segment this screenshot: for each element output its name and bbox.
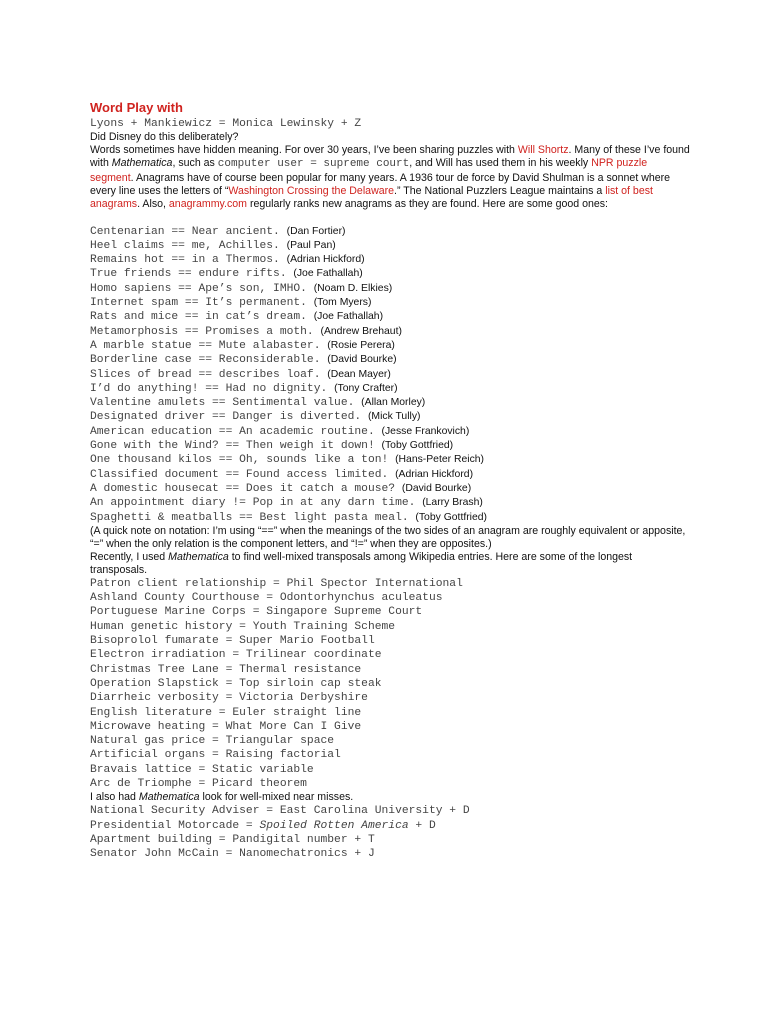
anagram-list [90,225,690,525]
near-misses-intro: I also had Mathematica look for well-mixed near misses. [90,791,354,804]
intro-text-6: .” The National Puzzlers League maintains a [394,184,606,197]
intro-paragraph [90,144,690,210]
transposal-row: Microwave heating = What More Can I Give [90,720,362,733]
anagram-row: Valentine amulets == Sentimental value. (Allan Morley) [90,397,426,410]
link-anagrammy[interactable]: anagrammy.com [168,197,248,210]
near-miss-row: Presidential Motorcade = Spoiled Rotten America + D [90,819,436,832]
anagram-row: Slices of bread == describes loaf. (Dean Mayer) [90,368,391,381]
link-will-shortz[interactable]: Will Shortz [517,144,569,157]
recently-mathematica: Mathematica [168,550,229,563]
anagram-row: Borderline case == Reconsiderable. (David Bourke) [90,354,397,367]
anagram-row: An appointment diary != Pop in at any darn time. (Larry Brash) [90,497,483,510]
transposal-row: Electron irradiation = Trilinear coordinate [90,649,382,662]
transposal-row: Human genetic history = Youth Training Scheme [90,620,396,633]
transposal-row: Diarrheic verbosity = Victoria Derbyshire [90,692,368,705]
intro-text-7: . Also, [137,197,169,210]
anagram-row: Homo sapiens == Ape’s son, IMHO. (Noam D. Elkies) [90,282,393,295]
transposal-row: Operation Slapstick = Top sirloin cap steak [90,677,382,690]
anagram-row: Classified document == Found access limited. (Adrian Hickford) [90,468,474,481]
anagram-row: Metamorphosis == Promises a moth. (Andrew Brehaut) [90,325,402,338]
article [90,100,690,861]
intro-text-1: Words sometimes have hidden meaning. For over 30 years, I’ve been sharing puzzles with [90,144,518,157]
intro-text-3: , such as [172,157,218,170]
transposal-row: English literature = Euler straight line [90,706,362,719]
transposal-row: Natural gas price = Triangular space [90,735,335,748]
transposal-row: Christmas Tree Lane = Thermal resistance [90,663,362,676]
intro-code: computer user = supreme court [217,158,410,171]
anagram-row: True friends == endure rifts. (Joe Fathallah) [90,268,363,281]
anagram-row: I’d do anything! == Had no dignity. (Tony Crafter) [90,382,398,395]
transposal-row: Arc de Triomphe = Picard theorem [90,777,307,790]
anagram-row: Centenarian == Near ancient. (Dan Fortier) [90,225,346,238]
transposal-list [90,577,690,791]
anagram-row: Rats and mice == in cat’s dream. (Joe Fathallah) [90,311,384,324]
near-miss-row: Apartment building = Pandigital number + T [90,833,375,846]
intro-text-8: regularly ranks new anagrams as they are found. Here are some good ones: [247,197,608,210]
transposal-row: Bravais lattice = Static variable [90,763,314,776]
intro-mathematica: Mathematica [111,157,173,170]
anagram-row: Heel claims == me, Achilles. (Paul Pan) [90,239,336,252]
near-misses-mathematica: Mathematica [138,791,200,804]
anagram-row: American education == An academic routine. (Jesse Frankovich) [90,425,470,438]
transposal-row: Ashland County Courthouse = Odontorhynchus aculeatus [90,592,443,605]
recently-paragraph: Recently, I used Mathematica to find well-mixed transposals among Wikipedia entries. Here are some of the longest transposals. [90,550,633,576]
anagram-row: A marble statue == Mute alabaster. (Rosie Perera) [90,339,395,352]
headline-anagram: Lyons + Mankiewicz = Monica Lewinsky + Z [90,118,362,130]
notation-note: (A quick note on notation: I’m using “==” when the meanings of the two sides of an anagram are roughly equivalent or apposite, “=” when the only relation is the component letters, and “!=” when they are opposites.) [90,524,686,550]
transposal-row: Portuguese Marine Corps = Singapore Supreme Court [90,606,423,619]
transposal-row: Patron client relationship = Phil Spector International [90,577,463,590]
intro-text-5: . Anagrams have of course been popular for many years. A 1936 tour de force by David Shulman is a sonnet where every line uses the letters of “ [90,171,671,197]
intro-text-4: , and Will has used them in his weekly [409,157,592,170]
near-miss-row: Senator John McCain = Nanomechatronics + J [90,848,375,861]
anagram-row: Internet spam == It’s permanent. (Tom Myers) [90,297,372,310]
article-title: Word Play with [90,100,183,115]
link-washington-crossing[interactable]: Washington Crossing the Delaware [228,184,395,197]
anagram-row: A domestic housecat == Does it catch a mouse? (David Bourke) [90,482,472,495]
intro-text-2: . Many of these I’ve found with [90,144,690,170]
transposal-row: Artificial organs = Raising factorial [90,749,341,762]
anagram-row: One thousand kilos == Oh, sounds like a ton! (Hans-Peter Reich) [90,454,485,467]
anagram-row: Spaghetti & meatballs == Best light pasta meal. (Toby Gottfried) [90,511,488,524]
near-miss-list [90,804,690,861]
transposal-row: Bisoprolol fumarate = Super Mario Football [90,635,375,648]
link-npr-puzzle[interactable]: NPR puzzle segment [90,157,648,184]
link-best-anagrams[interactable]: list of best anagrams [90,184,653,210]
question-text: Did Disney do this deliberately? [90,131,239,144]
anagram-row: Remains hot == in a Thermos. (Adrian Hickford) [90,254,365,267]
near-miss-row: National Security Adviser = East Carolina University + D [90,805,470,818]
anagram-row: Designated driver == Danger is diverted. (Mick Tully) [90,411,421,424]
anagram-row: Gone with the Wind? == Then weigh it down! (Toby Gottfried) [90,440,454,453]
